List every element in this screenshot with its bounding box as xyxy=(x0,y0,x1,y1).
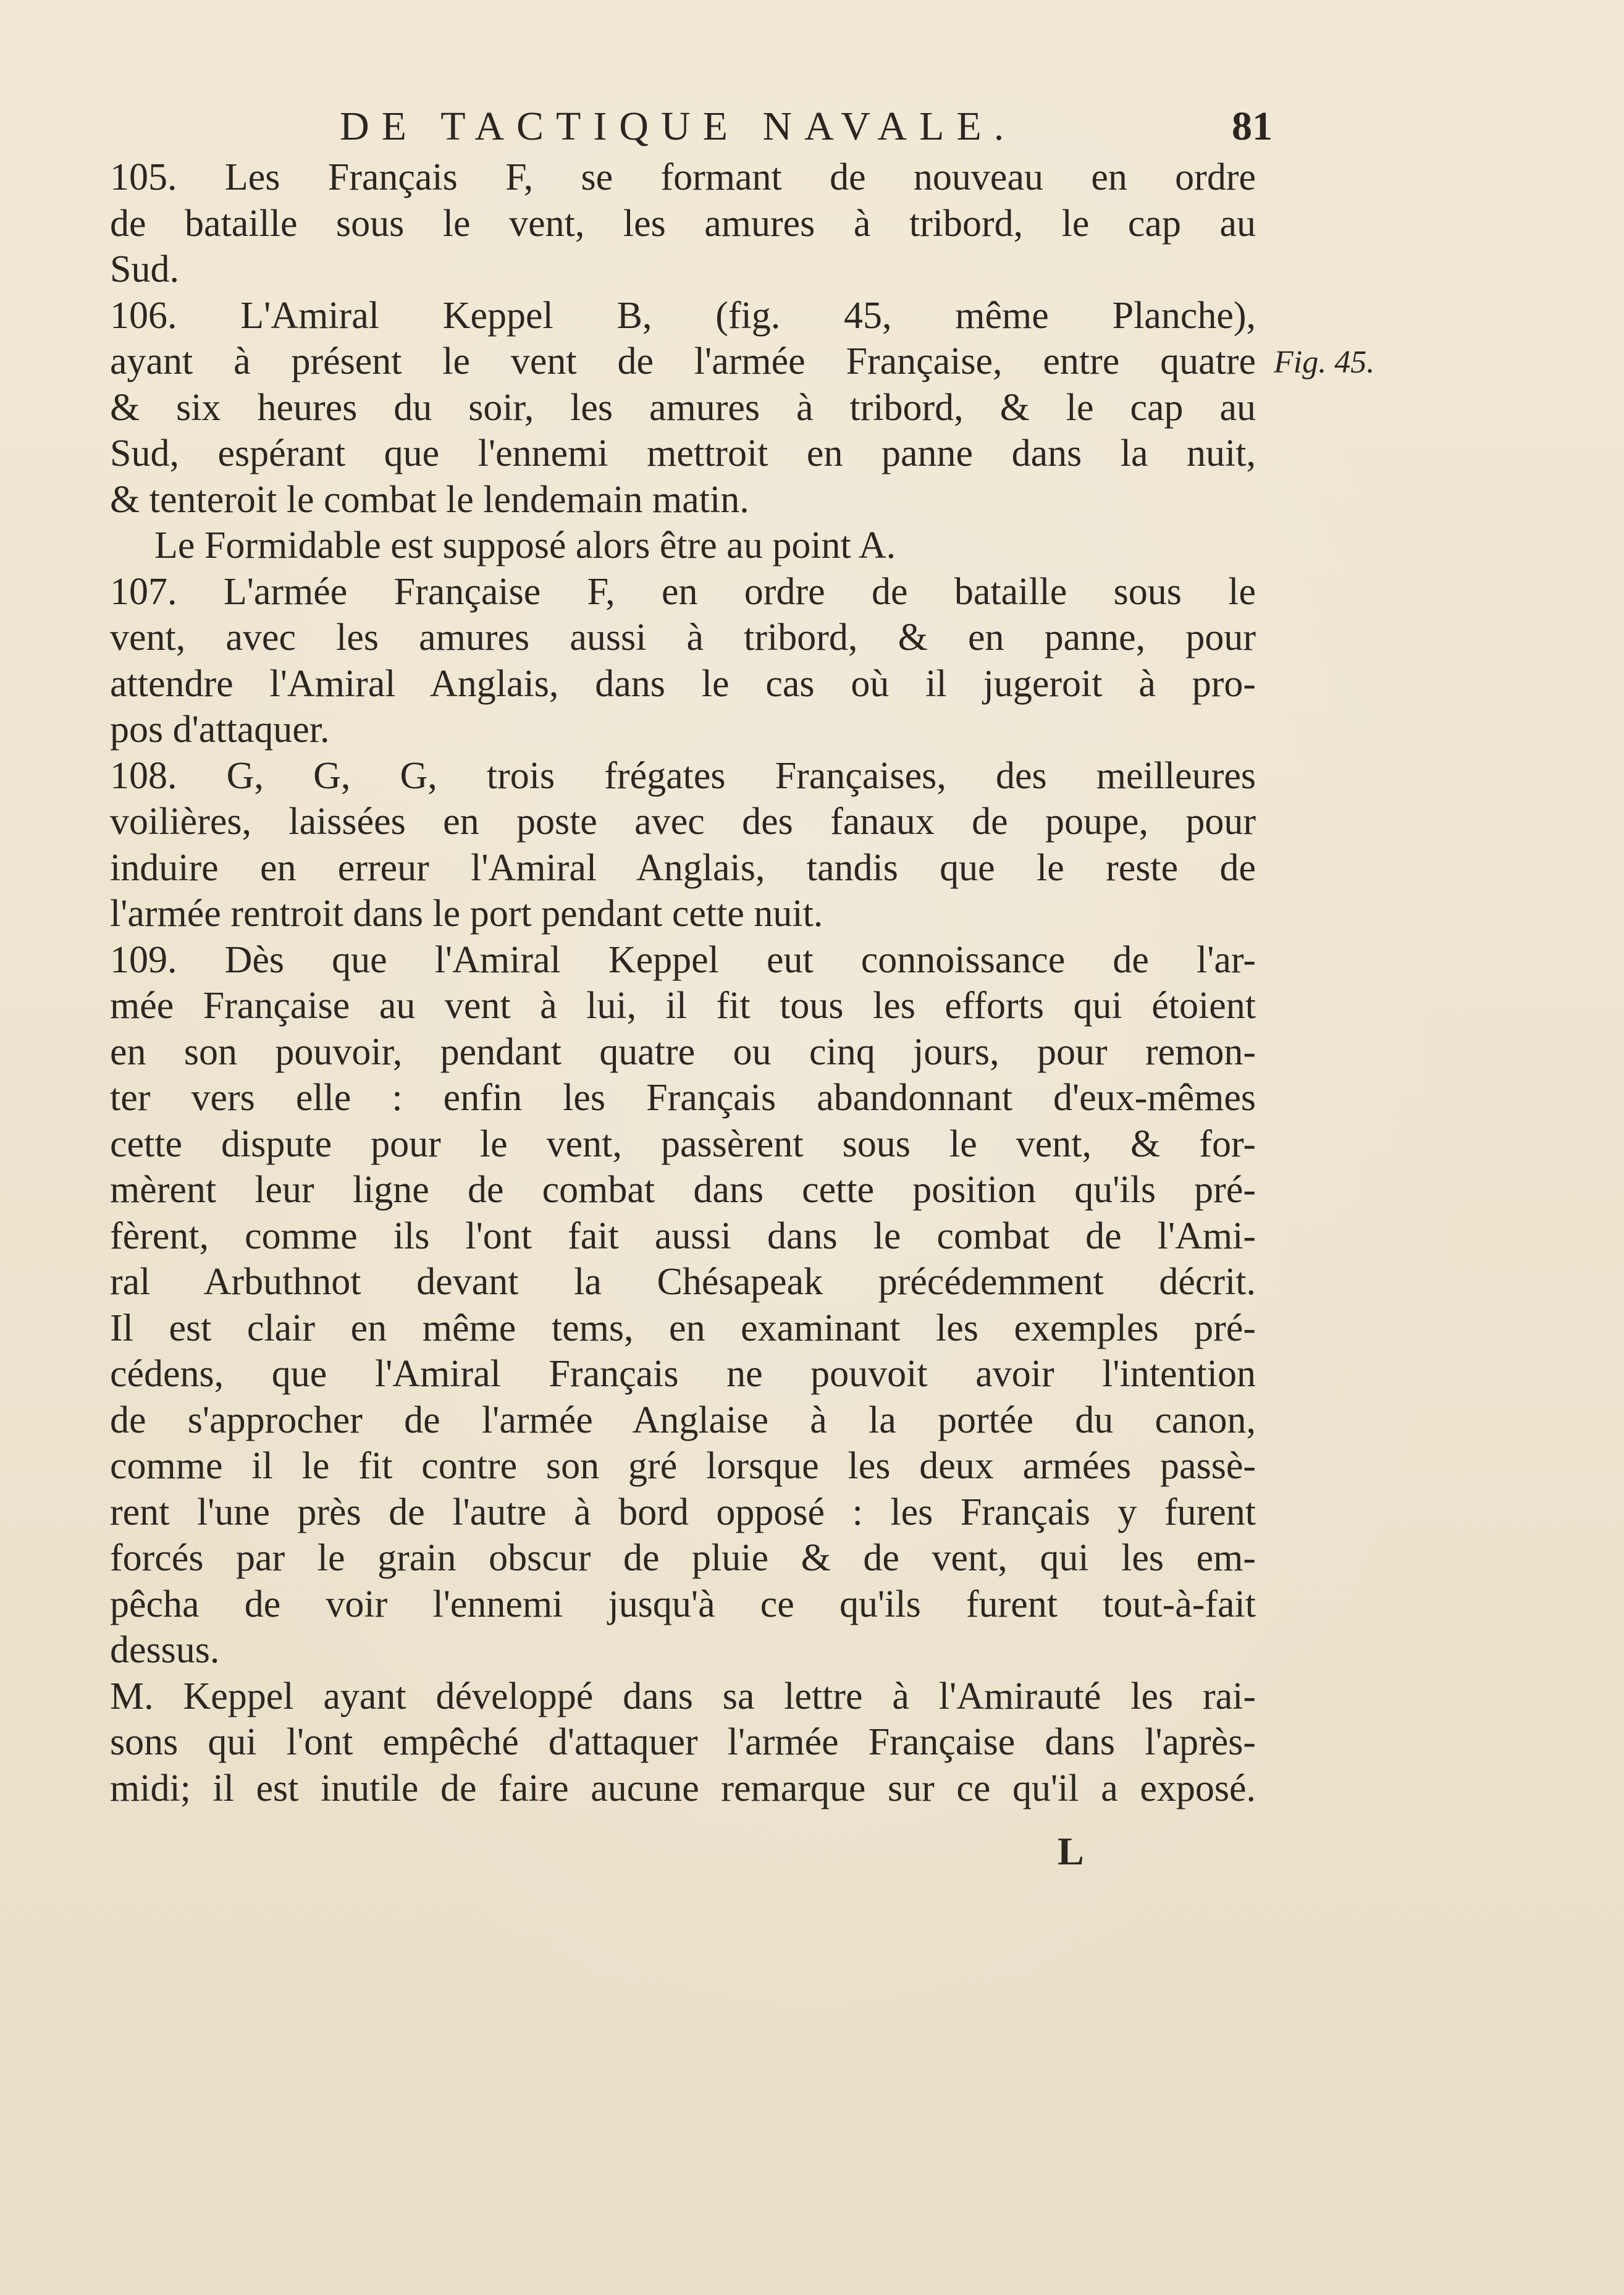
text-line: en son pouvoir, pendant quatre ou cinq jours, pour remon- xyxy=(110,1030,1256,1073)
running-head xyxy=(340,99,1273,154)
text-line: 109. Dès que l'Amiral Keppel eut connoissance de l'ar- xyxy=(110,938,1256,981)
text-line: Sud. xyxy=(110,248,179,290)
text-line: attendre l'Amiral Anglais, dans le cas où il jugeroit à pro- xyxy=(110,662,1256,705)
text-line: ayant à présent le vent de l'armée Française, entre quatre xyxy=(110,340,1256,382)
text-line: pos d'attaquer. xyxy=(110,709,330,751)
text-line: voilières, laissées en poste avec des fanaux de poupe, pour xyxy=(110,801,1256,843)
text-line: cédens, que l'Amiral Français ne pouvoit avoir l'intention xyxy=(110,1353,1256,1395)
text-line: sons qui l'ont empêché d'attaquer l'armée Française dans l'après- xyxy=(110,1721,1256,1763)
text-line: forcés par le grain obscur de pluie & de vent, qui les em- xyxy=(110,1537,1256,1579)
text-line: & tenteroit le combat le lendemain matin. xyxy=(110,478,749,521)
text-line: 105. Les Français F, se formant de nouveau en ordre xyxy=(110,156,1256,198)
paragraph-106 xyxy=(110,293,1256,523)
text-line: mèrent leur ligne de combat dans cette position qu'ils pré- xyxy=(110,1169,1256,1211)
text-line: 106. L'Amiral Keppel B, (fig. 45, même Planche), xyxy=(110,294,1256,337)
paragraph-108 xyxy=(110,753,1256,937)
text-line: vent, avec les amures aussi à tribord, & en panne, pour xyxy=(110,617,1256,659)
paragraph-formidable xyxy=(110,523,1256,569)
paragraph-109 xyxy=(110,937,1256,1674)
text-line: ter vers elle : enfin les Français abandonnant d'eux-mêmes xyxy=(110,1077,1256,1119)
text-line: 107. L'armée Française F, en ordre de bataille sous le xyxy=(110,570,1256,613)
text-line: de bataille sous le vent, les amures à tribord, le cap au xyxy=(110,202,1256,245)
text-block xyxy=(110,154,1256,1811)
text-line: mée Française au vent à lui, il fit tous les efforts qui étoient xyxy=(110,985,1256,1027)
text-line: de s'approcher de l'armée Anglaise à la portée du canon, xyxy=(110,1399,1256,1441)
text-line: rent l'une près de l'autre à bord opposé : les Français y furent xyxy=(110,1491,1256,1533)
text-line: cette dispute pour le vent, passèrent sous le vent, & for- xyxy=(110,1122,1256,1165)
paragraph-105 xyxy=(110,154,1256,293)
text-line: M. Keppel ayant développé dans sa lettre à l'Amirauté les rai- xyxy=(110,1675,1256,1717)
text-line: Il est clair en même tems, en examinant les exemples pré- xyxy=(110,1307,1256,1349)
margin-note: Fig. 45. xyxy=(1274,345,1375,380)
text-line: fèrent, comme ils l'ont fait aussi dans le combat de l'Ami- xyxy=(110,1215,1256,1257)
text-line: 108. G, G, G, trois frégates Françaises, des meilleures xyxy=(110,754,1256,797)
text-line: dessus. xyxy=(110,1629,220,1671)
text-line: l'armée rentroit dans le port pendant cette nuit. xyxy=(110,893,823,935)
text-line: induire en erreur l'Amiral Anglais, tandis que le reste de xyxy=(110,846,1256,889)
text-line: ral Arbuthnot devant la Chésapeak précédemment décrit. xyxy=(110,1261,1256,1303)
text-line: comme il le fit contre son gré lorsque les deux armées passè- xyxy=(110,1445,1256,1487)
text-line: pêcha de voir l'ennemi jusqu'à ce qu'ils furent tout-à-fait xyxy=(110,1583,1256,1625)
text-line: Sud, espérant que l'ennemi mettroit en panne dans la nuit, xyxy=(110,432,1256,474)
signature-mark: L xyxy=(1058,1829,1084,1873)
paragraph-keppel-letter xyxy=(110,1674,1256,1812)
running-title: DE TACTIQUE NAVALE. xyxy=(340,104,1017,149)
text-line: midi; il est inutile de faire aucune remarque sur ce qu'il a exposé. xyxy=(110,1767,1256,1809)
text-line: & six heures du soir, les amures à tribord, & le cap au xyxy=(110,386,1256,429)
page-number: 81 xyxy=(1232,104,1273,149)
paragraph-107 xyxy=(110,569,1256,753)
text-line: Le Formidable est supposé alors être au point A. xyxy=(154,524,896,566)
